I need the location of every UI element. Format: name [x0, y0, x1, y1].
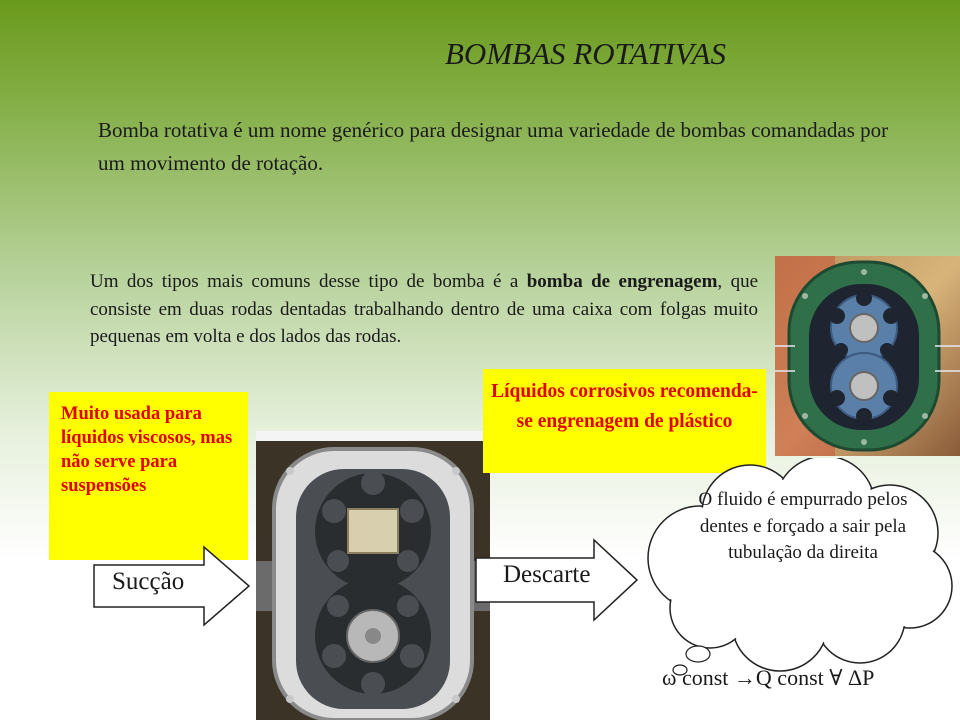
- discharge-label: Descarte: [503, 561, 591, 588]
- suction-label: Sucção: [112, 568, 185, 595]
- paragraph-text-end: , que consiste em duas rodas dentadas trabalhando dentro de uma caixa com folgas muito pequenas em volta e dos lados das rodas.: [90, 271, 759, 347]
- corrosive-liquids-note: Líquidos corrosivos recomenda-se engrenagem de plástico: [483, 369, 766, 473]
- cloud-text: O fluido é empurrado pelos dentes e forçado a sair pela tubulação da direita: [698, 489, 908, 563]
- viscous-usage-note: Muito usada para líquidos viscosos, mas não serve para suspensões: [49, 392, 248, 560]
- description-paragraph: [90, 268, 758, 351]
- paragraph-text-start: Um dos tipos mais comuns desse tipo de bomba é a: [90, 271, 527, 292]
- gear-pump-photo-small: [775, 256, 960, 456]
- intro-text: Bomba rotativa é um nome genérico para designar uma variedade de bombas comandadas por um movimento de rotação.: [98, 118, 889, 175]
- paragraph-bold-term: bomba de engrenagem: [526, 271, 718, 292]
- slide-title: BOMBAS ROTATIVAS: [445, 36, 726, 71]
- gear-pump-photo-main: [256, 431, 490, 720]
- formula-text: ω const →Q const ∀ ΔP: [662, 665, 875, 690]
